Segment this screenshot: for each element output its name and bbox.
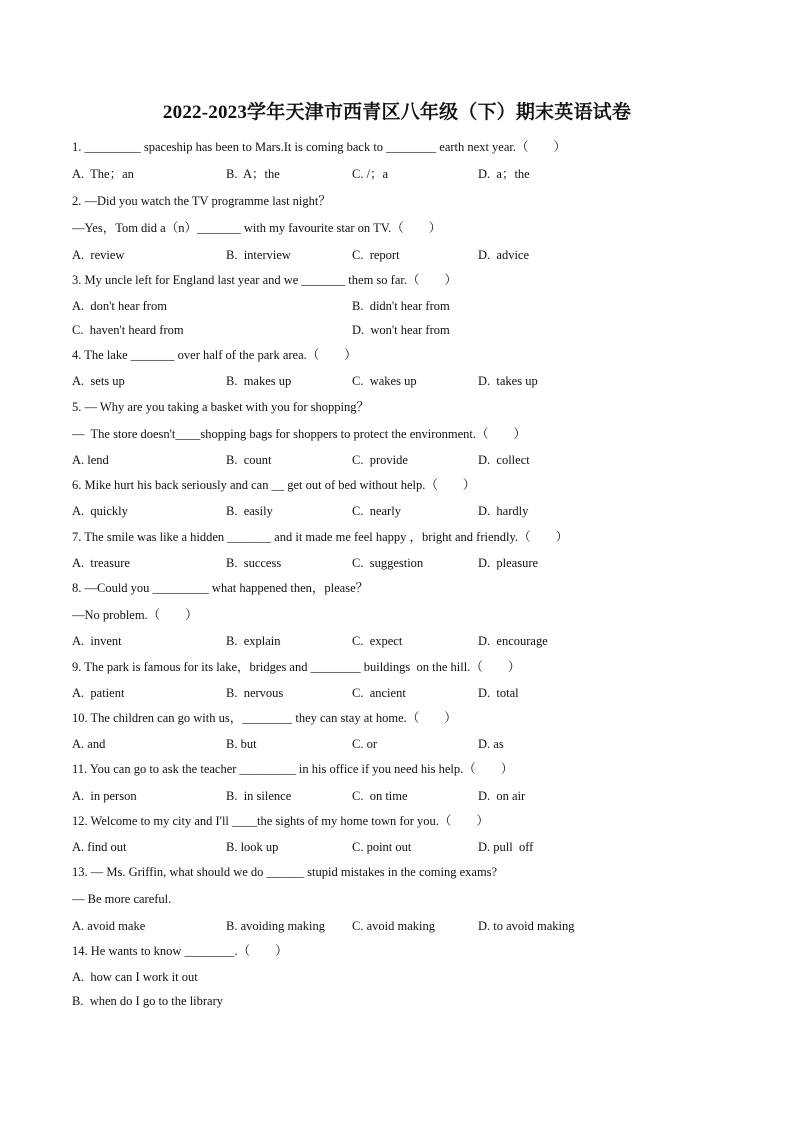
question-10-option-a[interactable]: A. and	[72, 737, 106, 751]
question-3-option-c[interactable]: C. haven't heard from	[72, 323, 184, 337]
question-14-option-b[interactable]: B. when do I go to the library	[72, 994, 224, 1008]
question-5-option-c[interactable]: C. provide	[352, 453, 408, 467]
question-13-option-b[interactable]: B. avoiding making	[226, 919, 325, 933]
question-3-option-b[interactable]: B. didn't hear from	[352, 299, 450, 313]
question-7-option-a[interactable]: A. treasure	[72, 556, 130, 570]
question-8-stem-line-2: —No problem.（ ）	[72, 608, 198, 622]
question-13-stem-line-2: — Be more careful.	[72, 892, 172, 906]
question-2-option-d[interactable]: D. advice	[478, 248, 530, 262]
question-6-option-d[interactable]: D. hardly	[478, 504, 529, 518]
question-10-option-b[interactable]: B. but	[226, 737, 257, 751]
question-10-stem: 10. The children can go with us，________ they can stay at home.（ ）	[72, 711, 457, 725]
question-5-stem-line-2: — The store doesn't____shopping bags for shoppers to protect the environment.（ ）	[72, 427, 527, 441]
question-11-option-a[interactable]: A. in person	[72, 789, 137, 803]
question-9-stem: 9. The park is famous for its lake，bridges and ________ buildings on the hill.（ ）	[72, 660, 521, 674]
question-1-option-d[interactable]: D. a；the	[478, 167, 530, 181]
question-5-option-a[interactable]: A. lend	[72, 453, 109, 467]
question-12-stem: 12. Welcome to my city and I'll ____the sights of my home town for you.（ ）	[72, 814, 489, 828]
question-2-stem: 2. —Did you watch the TV programme last night？	[72, 194, 331, 208]
question-5-option-d[interactable]: D. collect	[478, 453, 530, 467]
question-6-option-b[interactable]: B. easily	[226, 504, 273, 518]
question-3-option-a[interactable]: A. don't hear from	[72, 299, 167, 313]
question-13-option-c[interactable]: C. avoid making	[352, 919, 435, 933]
question-4-stem: 4. The lake _______ over half of the park area.（ ）	[72, 348, 357, 362]
question-1-stem: 1. _________ spaceship has been to Mars.It is coming back to ________ earth next year.（ ）	[72, 140, 567, 154]
question-10-option-c[interactable]: C. or	[352, 737, 377, 751]
question-8-stem: 8. —Could you _________ what happened then，please？	[72, 581, 369, 595]
question-2-option-b[interactable]: B. interview	[226, 248, 291, 262]
question-11-option-d[interactable]: D. on air	[478, 789, 526, 803]
question-8-option-b[interactable]: B. explain	[226, 634, 281, 648]
question-10-option-d[interactable]: D. as	[478, 737, 504, 751]
question-12-option-d[interactable]: D. pull off	[478, 840, 534, 854]
question-12-option-a[interactable]: A. find out	[72, 840, 127, 854]
question-2-stem-line-2: —Yes，Tom did a（n）_______ with my favourite star on TV.（ ）	[72, 221, 442, 235]
question-6-stem: 6. Mike hurt his back seriously and can __ get out of bed without help.（ ）	[72, 478, 476, 492]
question-7-option-d[interactable]: D. pleasure	[478, 556, 539, 570]
question-13-stem: 13. — Ms. Griffin, what should we do ______ stupid mistakes in the coming exams?	[72, 865, 498, 879]
question-1-option-b[interactable]: B. A；the	[226, 167, 280, 181]
question-8-option-c[interactable]: C. expect	[352, 634, 403, 648]
question-8-option-d[interactable]: D. encourage	[478, 634, 548, 648]
question-9-option-a[interactable]: A. patient	[72, 686, 125, 700]
question-4-option-b[interactable]: B. makes up	[226, 374, 292, 388]
question-6-option-a[interactable]: A. quickly	[72, 504, 128, 518]
question-1-option-c[interactable]: C. /；a	[352, 167, 389, 181]
question-7-option-c[interactable]: C. suggestion	[352, 556, 424, 570]
question-4-option-a[interactable]: A. sets up	[72, 374, 125, 388]
question-1-option-a[interactable]: A. The；an	[72, 167, 134, 181]
question-6-option-c[interactable]: C. nearly	[352, 504, 401, 518]
question-9-option-b[interactable]: B. nervous	[226, 686, 284, 700]
question-9-option-d[interactable]: D. total	[478, 686, 519, 700]
question-3-option-d[interactable]: D. won't hear from	[352, 323, 450, 337]
question-5-option-b[interactable]: B. count	[226, 453, 272, 467]
question-8-option-a[interactable]: A. invent	[72, 634, 122, 648]
question-7-stem: 7. The smile was like a hidden _______ and it made me feel happy ，bright and friendly.（ ）	[72, 530, 569, 544]
question-12-option-c[interactable]: C. point out	[352, 840, 412, 854]
question-4-option-c[interactable]: C. wakes up	[352, 374, 417, 388]
question-2-option-c[interactable]: C. report	[352, 248, 400, 262]
question-5-stem: 5. — Why are you taking a basket with you for shopping？	[72, 400, 369, 414]
question-12-option-b[interactable]: B. look up	[226, 840, 279, 854]
question-14-option-a[interactable]: A. how can I work it out	[72, 970, 198, 984]
question-2-option-a[interactable]: A. review	[72, 248, 125, 262]
question-3-stem: 3. My uncle left for England last year and we _______ them so far.（ ）	[72, 273, 457, 287]
question-13-option-d[interactable]: D. to avoid making	[478, 919, 575, 933]
page-title: 2022-2023学年天津市西青区八年级（下）期末英语试卷	[162, 102, 632, 123]
question-4-option-d[interactable]: D. takes up	[478, 374, 538, 388]
question-11-option-b[interactable]: B. in silence	[226, 789, 292, 803]
question-13-option-a[interactable]: A. avoid make	[72, 919, 146, 933]
question-7-option-b[interactable]: B. success	[226, 556, 282, 570]
question-14-stem: 14. He wants to know ________.（ ）	[72, 944, 288, 958]
question-9-option-c[interactable]: C. ancient	[352, 686, 406, 700]
question-11-stem: 11. You can go to ask the teacher _________ in his office if you need his help.（ ）	[72, 762, 514, 776]
question-11-option-c[interactable]: C. on time	[352, 789, 408, 803]
